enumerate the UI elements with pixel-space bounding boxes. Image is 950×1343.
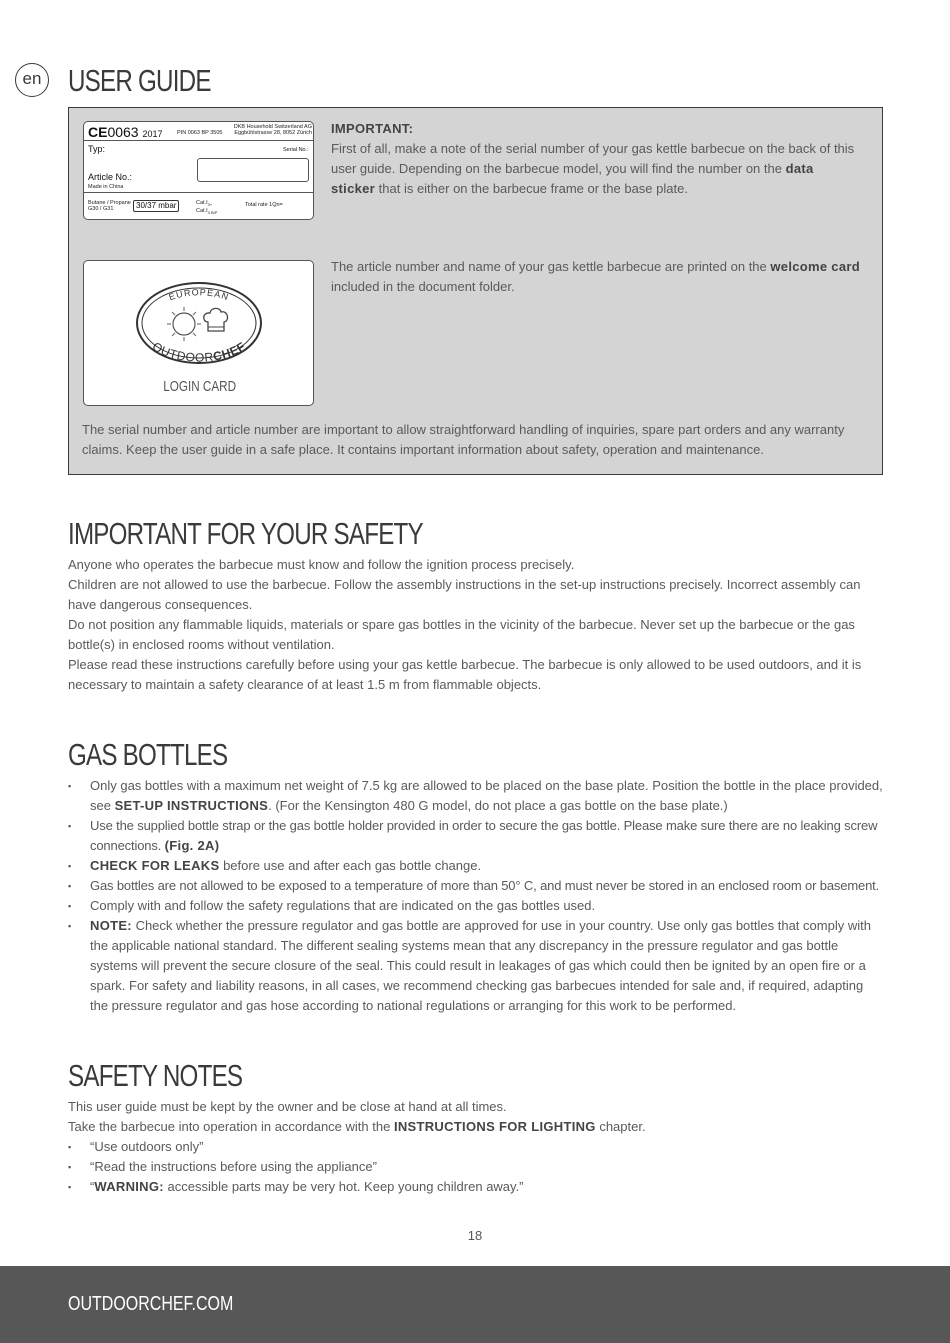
- logo-bottom-text: OUTDOORCHEF: [149, 339, 249, 365]
- safety-notes-list: [68, 1137, 883, 1197]
- safety-title: IMPORTANT FOR YOUR SAFETY: [68, 516, 423, 551]
- important-heading: IMPORTANT:: [331, 121, 414, 136]
- list-item: ▪ “Read the instructions before using the appliance”: [68, 1157, 883, 1177]
- list-item: ▪ CHECK FOR LEAKS before use and after each gas bottle change.: [68, 856, 883, 876]
- sticker-typ-label: Typ:: [88, 144, 106, 154]
- welcome-card-text: The article number and name of your gas kettle barbecue are printed on the welcome card included in the document folder.: [331, 259, 860, 294]
- safety-notes-paragraph: This user guide must be kept by the owner and be close at hand at all times.: [68, 1099, 507, 1114]
- sticker-company: DKB Household Switzerland AG Eggbühlstrasse 28, 8052 Zürich: [233, 124, 312, 136]
- info-box-footer-note: [82, 420, 874, 460]
- welcome-card-note: [331, 257, 861, 297]
- list-item: ▪ Gas bottles are not allowed to be exposed to a temperature of more than 50° C, and must never be stored in an enclosed room or basement.: [68, 876, 883, 896]
- safety-notes-title: SAFETY NOTES: [68, 1058, 243, 1093]
- list-item: ▪ Use the supplied bottle strap or the gas bottle holder provided in order to secure the gas bottle. Please make sure there are no leaking screw connections. (Fig. 2A): [68, 816, 883, 856]
- important-text: First of all, make a note of the serial number of your gas kettle barbecue on the back of this user guide. Depending on the barbecue model, you will find the number on the data sticker that is either on the barbecue frame or the base plate.: [331, 141, 855, 196]
- login-card-illustration: [83, 260, 314, 406]
- list-item: ▪ “Use outdoors only”: [68, 1137, 883, 1157]
- safety-notes-paragraph: Take the barbecue into operation in accordance with the INSTRUCTIONS FOR LIGHTING chapter.: [68, 1119, 646, 1134]
- footer-website-link[interactable]: OUTDOORCHEF.COM: [68, 1293, 234, 1315]
- important-note: [331, 119, 861, 199]
- safety-section-header: [68, 517, 523, 551]
- sticker-pin: PIN 0063 BP 3505: [177, 130, 223, 136]
- safety-notes-section-header: [68, 1059, 291, 1093]
- sticker-made-in: Made in China: [88, 184, 124, 190]
- serial-importance-text: The serial number and article number are important to allow straightforward handling of inquiries, spare part orders and any warranty claims. Keep the user guide in a safe place. It contains important information about safety, operation and maintenance.: [82, 422, 845, 457]
- login-card-caption-wrap: [84, 378, 315, 396]
- sticker-divider-2: [84, 192, 313, 193]
- footer-bar: [0, 1266, 950, 1343]
- safety-paragraph: Do not position any flammable liquids, materials or spare gas bottles in the vicinity of the barbecue. Never set up the barbecue or the gas bottle(s) in enclosed rooms without ventilation.: [68, 617, 855, 652]
- sticker-serial-label: Serial No.:: [283, 147, 309, 153]
- safety-notes-section: [68, 1097, 883, 1197]
- sticker-serial-field: [197, 158, 309, 182]
- page-title: USER GUIDE: [68, 63, 211, 98]
- list-item: ▪ “WARNING: accessible parts may be very hot. Keep young children away.”: [68, 1177, 883, 1197]
- language-badge: en: [15, 63, 49, 97]
- logo-top-text: EUROPEAN: [167, 287, 231, 303]
- safety-section: [68, 555, 883, 695]
- gas-bottles-list: [68, 776, 883, 1016]
- gas-bottles-title: GAS BOTTLES: [68, 737, 228, 772]
- sticker-pressure: 30/37 mbar: [133, 200, 179, 212]
- sticker-total-rate: Total rate 1Qn=: [245, 202, 283, 208]
- gas-bottles-section: [68, 776, 883, 1016]
- safety-paragraph: Children are not allowed to use the barbecue. Follow the assembly instructions in the set-up instructions precisely. Incorrect assembly can have dangerous consequences.: [68, 577, 861, 612]
- safety-paragraph: Please read these instructions carefully before using your gas kettle barbecue. The barbecue is only allowed to be used outdoors, and it is necessary to maintain a safety clearance of at least 1.5 m from flammable objects.: [68, 657, 862, 692]
- safety-paragraph: Anyone who operates the barbecue must know and follow the ignition process precisely.: [68, 557, 575, 572]
- data-sticker-illustration: [83, 121, 314, 220]
- gas-bottles-section-header: [68, 738, 272, 772]
- login-card-caption: LOGIN CARD: [163, 378, 236, 395]
- page-number: 18: [467, 1228, 483, 1243]
- sticker-category: $Cat.I_{3+}$ $Cat.I_{3 B/P}$: [196, 200, 218, 216]
- sticker-divider: [84, 140, 313, 141]
- page-header: [68, 64, 251, 98]
- list-item: ▪ Only gas bottles with a maximum net weight of 7.5 kg are allowed to be placed on the base plate. Position the bottle in the place provided, see SET-UP INSTRUCTIONS. (For the Kensington 480 G model, do not place a gas bottle on the base plate.): [68, 776, 883, 816]
- sticker-article-label: Article No.:: [88, 172, 133, 182]
- important-info-box: [68, 107, 883, 475]
- ce-mark: CE0063 2017: [88, 124, 163, 140]
- sticker-gas-type: Butane / Propane G30 / G31: [88, 200, 131, 212]
- list-item: ▪ NOTE: Check whether the pressure regulator and gas bottle are approved for use in your country. Use only gas bottles that comply with the applicable national standard. The different sealing systems mean that any discrepancy in the pressure regulator and gas bottle systems will prevent the secure closure of the seal. This could result in leakages of gas which could then be ignited by an open fire or a spark. For safety and liability reasons, in all cases, we recommend checking gas barbecues intended for sale and, if required, adapting the pressure regulator and gas hose according to national regulations or arranging for this work to be performed.: [68, 916, 883, 1016]
- list-item: ▪ Comply with and follow the safety regulations that are indicated on the gas bottles used.: [68, 896, 883, 916]
